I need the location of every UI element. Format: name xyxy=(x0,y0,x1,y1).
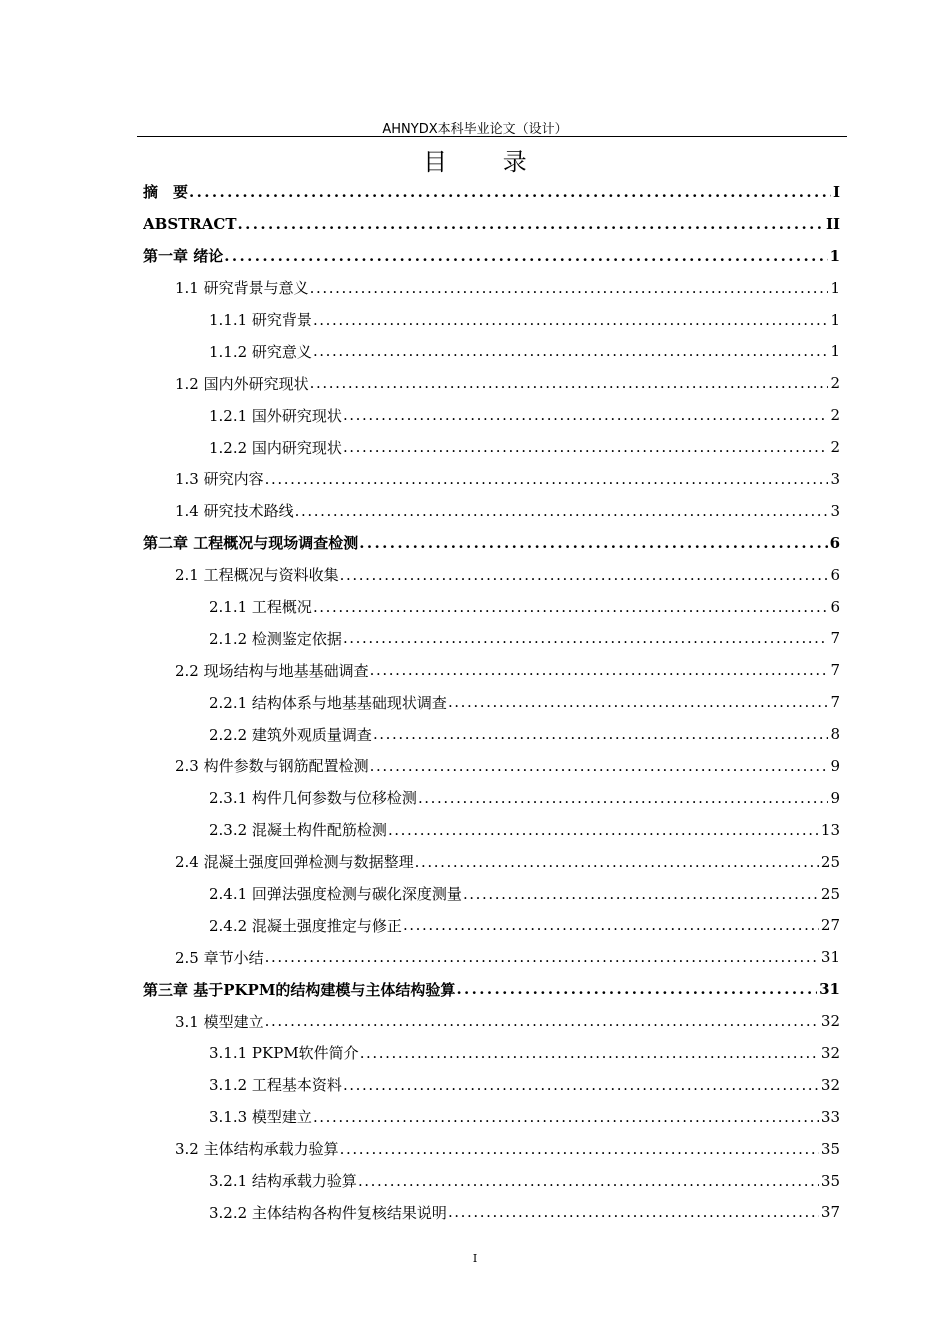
toc-entry[interactable] xyxy=(143,1005,840,1037)
toc-entry[interactable] xyxy=(143,1101,840,1133)
toc-leader-dots xyxy=(343,438,829,456)
toc-entry[interactable] xyxy=(143,654,840,686)
toc-entry-label: 1.1.2 研究意义 xyxy=(209,342,312,361)
toc-entry-page: 3 xyxy=(830,501,840,520)
toc-entry-page: 25 xyxy=(820,852,840,871)
toc-leader-dots xyxy=(340,1140,819,1158)
header-text: AHNYDX本科毕业论文（设计） xyxy=(382,122,568,137)
toc-leader-dots xyxy=(189,183,831,201)
toc-entry-page: 25 xyxy=(820,884,840,903)
toc-entry-label: 1.2 国内外研究现状 xyxy=(175,374,309,393)
toc-entry-label: 2.5 章节小结 xyxy=(175,948,264,967)
toc-entry-label: 第三章 基于PKPM的结构建模与主体结构验算 xyxy=(143,980,456,999)
toc-entry-page: 7 xyxy=(830,661,840,680)
toc-leader-dots xyxy=(403,916,819,934)
toc-entry-label: 2.2 现场结构与地基基础调查 xyxy=(175,661,369,680)
toc-leader-dots xyxy=(448,1203,819,1221)
toc-leader-dots xyxy=(265,948,819,966)
toc-entry[interactable] xyxy=(143,1069,840,1101)
toc-entry[interactable] xyxy=(143,686,840,718)
toc-entry-page: 9 xyxy=(830,756,840,775)
toc-entry-page: 27 xyxy=(820,916,840,935)
toc-entry-page: 33 xyxy=(820,1107,840,1126)
toc-entry-page: 32 xyxy=(820,1043,840,1062)
toc-leader-dots xyxy=(265,470,829,488)
toc-entry-label: 3.1.3 模型建立 xyxy=(209,1108,312,1127)
toc-entry-page: 35 xyxy=(820,1139,840,1158)
toc-entry-page: 37 xyxy=(820,1203,840,1222)
toc-leader-dots xyxy=(295,502,829,520)
toc-entry-label: 3.1 模型建立 xyxy=(175,1012,264,1031)
toc-entry-label: 3.1.2 工程基本资料 xyxy=(209,1076,342,1095)
toc-leader-dots xyxy=(310,374,829,392)
toc-entry[interactable] xyxy=(143,272,840,304)
toc-entry[interactable] xyxy=(143,176,840,208)
toc-leader-dots xyxy=(310,279,829,297)
toc-entry-label: 1.4 研究技术路线 xyxy=(175,502,294,521)
toc-entry[interactable] xyxy=(143,846,840,878)
toc-leader-dots xyxy=(313,342,829,360)
toc-entry-page: 32 xyxy=(820,1012,840,1031)
toc-leader-dots xyxy=(360,1044,819,1062)
toc-entry-label: 2.2.2 建筑外观质量调查 xyxy=(209,725,372,744)
toc-entry[interactable] xyxy=(143,240,840,272)
toc-entry-label: 摘 要 xyxy=(143,183,189,202)
toc-entry[interactable] xyxy=(143,208,840,240)
toc-entry[interactable] xyxy=(143,1165,840,1197)
toc-entry-label: 3.2.1 结构承载力验算 xyxy=(209,1172,357,1191)
toc-entry-label: 1.1.1 研究背景 xyxy=(209,311,312,329)
toc-title: 目 录 xyxy=(423,148,551,176)
toc-entry-label: 2.1.2 检测鉴定依据 xyxy=(209,629,342,648)
toc-leader-dots xyxy=(343,629,829,647)
toc-entry-label: 2.3 构件参数与钢筋配置检测 xyxy=(175,757,369,776)
toc-entry-page: 8 xyxy=(830,725,840,744)
toc-leader-dots xyxy=(370,757,829,775)
toc-entry[interactable] xyxy=(143,878,840,910)
toc-leader-dots xyxy=(370,661,829,679)
toc-leader-dots xyxy=(340,566,829,584)
toc-entry[interactable] xyxy=(143,591,840,623)
toc-entry[interactable] xyxy=(143,622,840,654)
toc-entry-page: 2 xyxy=(830,406,840,425)
toc-entry-page: 35 xyxy=(820,1171,840,1190)
toc-entry-page: 1 xyxy=(830,278,840,297)
toc-entry-page: I xyxy=(832,182,840,201)
toc-entry[interactable] xyxy=(143,335,840,367)
toc-entry-label: 3.2.2 主体结构各构件复核结果说明 xyxy=(209,1203,447,1222)
toc-entry-label: 2.1.1 工程概况 xyxy=(209,598,312,617)
toc-entry[interactable] xyxy=(143,750,840,782)
toc-entry-label: 2.2.1 结构体系与地基基础现状调查 xyxy=(209,693,447,712)
toc-entry-page: 32 xyxy=(820,1075,840,1094)
toc-leader-dots xyxy=(415,853,819,871)
toc-entry-label: 第二章 工程概况与现场调查检测 xyxy=(143,534,359,553)
toc-entry[interactable] xyxy=(143,718,840,750)
toc-entry[interactable] xyxy=(143,399,840,431)
toc-leader-dots xyxy=(265,1012,819,1030)
toc-entry-label: 1.1 研究背景与意义 xyxy=(175,279,309,298)
toc-entry-label: 第一章 绪论 xyxy=(143,247,224,266)
toc-leader-dots xyxy=(456,980,817,998)
toc-entry-page: 2 xyxy=(830,438,840,457)
toc-entry[interactable] xyxy=(143,463,840,495)
toc-entry[interactable] xyxy=(143,431,840,463)
toc-entry-page: 1 xyxy=(830,342,840,361)
toc-leader-dots xyxy=(224,247,827,265)
toc-entry[interactable] xyxy=(143,973,840,1005)
header-rule xyxy=(137,136,847,137)
toc-leader-dots xyxy=(343,1076,819,1094)
toc-entry[interactable] xyxy=(143,495,840,527)
toc-entry-page: 13 xyxy=(820,820,840,839)
toc-entry-label: 2.4.1 回弹法强度检测与碳化深度测量 xyxy=(209,885,462,904)
toc-leader-dots xyxy=(463,885,819,903)
toc-leader-dots xyxy=(373,725,829,743)
toc-entry-label: ABSTRACT xyxy=(143,214,237,233)
toc-entry-label: 2.4.2 混凝土强度推定与修正 xyxy=(209,916,402,935)
toc-entry-label: 2.3.2 混凝土构件配筋检测 xyxy=(209,821,387,840)
toc-entry-label: 2.1 工程概况与资料收集 xyxy=(175,566,339,585)
toc-leader-dots xyxy=(388,821,819,839)
toc-entry-page: 31 xyxy=(819,980,840,999)
toc-entry-page: 1 xyxy=(830,310,840,329)
toc-leader-dots xyxy=(238,215,824,233)
toc-entry-page: 7 xyxy=(830,693,840,712)
toc-entry[interactable] xyxy=(143,814,840,846)
toc-leader-dots xyxy=(418,789,829,807)
toc-entry[interactable] xyxy=(143,527,840,559)
toc-leader-dots xyxy=(313,311,829,329)
toc-entry[interactable] xyxy=(143,941,840,973)
toc-entry-label: 2.3.1 构件几何参数与位移检测 xyxy=(209,789,417,808)
toc-entry-page: 9 xyxy=(830,788,840,807)
toc-entry[interactable] xyxy=(143,559,840,591)
toc-entry-label: 2.4 混凝土强度回弹检测与数据整理 xyxy=(175,853,414,872)
toc-entry-page: 1 xyxy=(829,246,840,265)
toc-entry-label: 1.3 研究内容 xyxy=(175,470,264,489)
toc-entry[interactable] xyxy=(143,1037,840,1069)
toc-entry[interactable] xyxy=(143,304,840,336)
toc-entry-label: 3.1.1 PKPM软件简介 xyxy=(209,1044,359,1063)
toc-leader-dots xyxy=(313,598,829,616)
toc-leader-dots xyxy=(343,406,829,424)
toc-leader-dots xyxy=(448,693,829,711)
toc-entry-page: 2 xyxy=(830,374,840,393)
toc-leader-dots xyxy=(358,1172,819,1190)
toc-entry-page: 6 xyxy=(830,565,840,584)
toc-entry[interactable] xyxy=(143,782,840,814)
toc-entry-page: 31 xyxy=(820,948,840,967)
toc-entry-page: II xyxy=(825,214,840,233)
toc-entry-page: 6 xyxy=(830,597,840,616)
toc-entry[interactable] xyxy=(143,367,840,399)
toc-entry-page: 3 xyxy=(830,469,840,488)
toc-entry-label: 1.2.2 国内研究现状 xyxy=(209,438,342,457)
toc-entry[interactable] xyxy=(143,1133,840,1165)
toc-leader-dots xyxy=(313,1108,819,1126)
toc-list xyxy=(143,176,840,1228)
toc-entry-label: 3.2 主体结构承载力验算 xyxy=(175,1140,339,1159)
toc-entry-page: 6 xyxy=(829,533,840,552)
toc-entry-label: 1.2.1 国外研究现状 xyxy=(209,406,342,425)
toc-leader-dots xyxy=(359,534,827,552)
toc-entry-page: 7 xyxy=(830,629,840,648)
toc-entry[interactable] xyxy=(143,909,840,941)
toc-entry[interactable] xyxy=(143,1197,840,1229)
footer-page-number: I xyxy=(472,1252,478,1265)
